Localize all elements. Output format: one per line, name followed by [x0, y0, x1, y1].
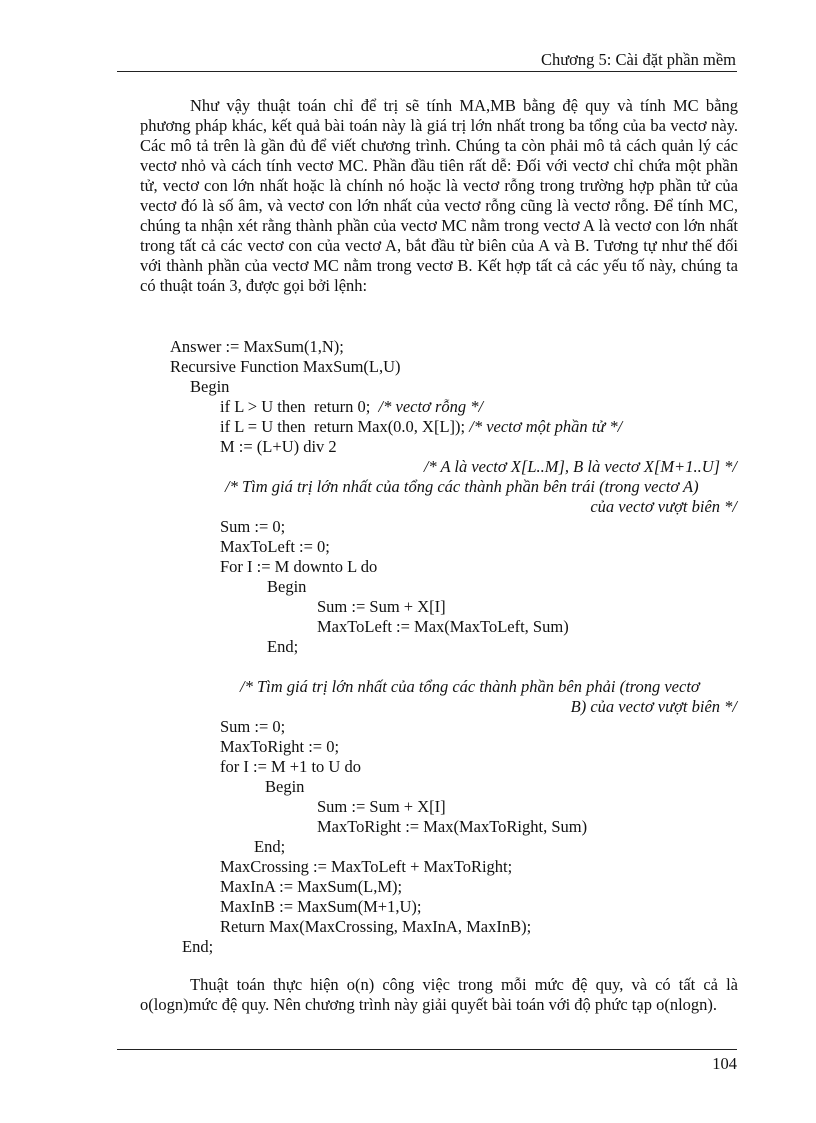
- code-comment: /* vectơ một phần tử */: [469, 417, 623, 436]
- code-line: Begin: [267, 577, 307, 596]
- code-line: Sum := Sum + X[I]: [317, 597, 446, 616]
- code-text: if L > U then return 0;: [220, 397, 379, 416]
- intro-text: Như vậy thuật toán chỉ để trị sẽ tính MA,MB bằng đệ quy và tính MC bằng phương pháp khác, kết quả bài toán này là giá trị lớn nhất trong ba tổng của ba vectơ này. Các mô tả trên là gần đủ để viết chương trình. Chúng ta còn phải mô tả cách quản lý các vectơ nhỏ và cách tính vectơ MC. Phần đầu tiên rất dễ: Đối với vectơ chỉ chứa một phần tử, vectơ con lớn nhất hoặc là chính nó hoặc là vectơ rỗng trong trường hợp phần tử của vectơ đó là số âm, và vectơ con lớn nhất của vectơ rỗng cũng là vectơ rỗng. Để tính MC, chúng ta nhận xét rằng thành phần của vectơ MC nằm trong vectơ A là vectơ con lớn nhất trong tất cả các vectơ con của vectơ A, bắt đầu từ biên của A và B. Tương tự như thế đối với thành phần của vectơ MC nằm trong vectơ B. Kết hợp tất cả các yếu tố này, chúng ta có thuật toán 3, được gọi bởi lệnh:: [140, 96, 738, 295]
- code-comment: của vectơ vượt biên */: [590, 497, 737, 516]
- code-line: MaxCrossing := MaxToLeft + MaxToRight;: [220, 857, 513, 876]
- header-divider: [117, 71, 737, 72]
- code-line: Begin: [265, 777, 305, 796]
- intro-paragraph: [140, 96, 738, 296]
- code-line: Sum := 0;: [220, 717, 286, 736]
- code-line: Sum := 0;: [220, 517, 286, 536]
- code-comment: /* Tìm giá trị lớn nhất của tổng các thành phần bên trái (trong vectơ A): [225, 477, 699, 496]
- code-line: M := (L+U) div 2: [220, 437, 337, 456]
- code-line: MaxToLeft := Max(MaxToLeft, Sum): [317, 617, 569, 636]
- code-line: MaxToLeft := 0;: [220, 537, 330, 556]
- code-comment: /* Tìm giá trị lớn nhất của tổng các thành phần bên phải (trong vectơ: [240, 677, 700, 696]
- conclusion-paragraph: [140, 975, 738, 1015]
- chapter-title: Chương 5: Cài đặt phần mềm: [540, 50, 736, 69]
- code-line: Begin: [190, 377, 230, 396]
- code-line: MaxToRight := Max(MaxToRight, Sum): [317, 817, 588, 836]
- conclusion-text: Thuật toán thực hiện o(n) công việc trong mỗi mức đệ quy, và có tất cả là o(logn)mức đệ quy. Nên chương trình này giải quyết bài toán với độ phức tạp o(nlogn).: [140, 975, 738, 1014]
- code-line: End;: [254, 837, 286, 856]
- code-line: Recursive Function MaxSum(L,U): [170, 357, 401, 376]
- code-line: [220, 397, 483, 417]
- code-line: for I := M +1 to U do: [220, 757, 361, 776]
- code-line: Answer := MaxSum(1,N);: [170, 337, 344, 356]
- code-text: if L = U then return Max(0.0, X[L]);: [220, 417, 470, 436]
- code-comment: /* A là vectơ X[L..M], B là vectơ X[M+1..U] */: [423, 457, 737, 476]
- footer-divider: [117, 1049, 737, 1050]
- code-line: Return Max(MaxCrossing, MaxInA, MaxInB);: [220, 917, 532, 936]
- code-line: For I := M downto L do: [220, 557, 378, 576]
- code-line: End;: [182, 937, 214, 956]
- code-line: MaxInA := MaxSum(L,M);: [220, 877, 403, 896]
- code-line: MaxInB := MaxSum(M+1,U);: [220, 897, 422, 916]
- code-comment: B) của vectơ vượt biên */: [570, 697, 737, 716]
- code-line: End;: [267, 637, 299, 656]
- code-line: [220, 417, 622, 437]
- code-line: MaxToRight := 0;: [220, 737, 340, 756]
- code-comment: /* vectơ rỗng */: [378, 397, 484, 416]
- page-number: 104: [712, 1054, 737, 1073]
- code-line: Sum := Sum + X[I]: [317, 797, 446, 816]
